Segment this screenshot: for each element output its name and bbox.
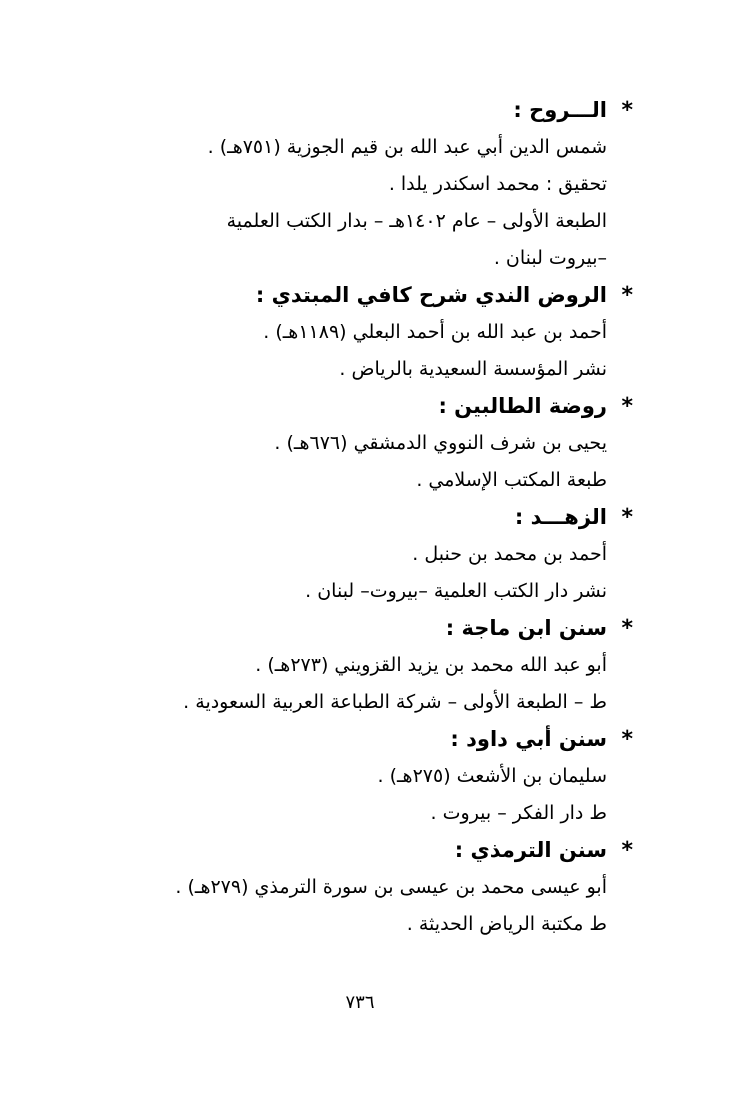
page-number: ٧٣٦ <box>345 992 375 1013</box>
entry-heading <box>113 277 633 314</box>
bibliography-entry-sunan-ibn-majah <box>113 610 633 721</box>
entry-line: –بيروت لبنان . <box>493 247 607 269</box>
entry-line: تحقيق : محمد اسكندر يلدا . <box>388 173 607 195</box>
bullet-star-icon: * <box>621 283 633 308</box>
entry-heading <box>113 721 633 758</box>
entry-title: الزهـــد : <box>514 505 607 529</box>
entry-title: روضة الطالبين : <box>438 394 607 418</box>
bibliography-entry-al-rawd-al-nadi <box>113 277 633 388</box>
entry-heading <box>113 832 633 869</box>
entry-line: شمس الدين أبي عبد الله بن قيم الجوزية (٧٥١هـ) . <box>207 136 607 158</box>
bullet-star-icon: * <box>621 394 633 419</box>
entry-line: الطبعة الأولى – عام ١٤٠٢هـ – بدار الكتب العلمية <box>226 210 607 232</box>
bullet-star-icon: * <box>621 616 633 641</box>
entry-line: سليمان بن الأشعث (٢٧٥هـ) . <box>377 765 607 787</box>
entry-heading <box>113 92 633 129</box>
entry-title: الـــروح : <box>513 98 607 122</box>
entry-line: نشر المؤسسة السعيدية بالرياض . <box>339 358 607 380</box>
bullet-star-icon: * <box>621 727 633 752</box>
entry-heading <box>113 388 633 425</box>
entry-line: يحيى بن شرف النووي الدمشقي (٦٧٦هـ) . <box>274 432 607 454</box>
entry-line: ط مكتبة الرياض الحديثة . <box>406 913 607 935</box>
bibliography-list <box>113 92 633 943</box>
bullet-star-icon: * <box>621 98 633 123</box>
entry-line: ط – الطبعة الأولى – شركة الطباعة العربية السعودية . <box>183 691 607 713</box>
entry-title: سنن أبي داود : <box>450 727 607 751</box>
bullet-star-icon: * <box>621 505 633 530</box>
entry-line: طبعة المكتب الإسلامي . <box>416 469 607 491</box>
entry-heading <box>113 610 633 647</box>
entry-line: أبو عبد الله محمد بن يزيد القزويني (٢٧٣هـ) . <box>255 654 607 676</box>
entry-line: أبو عيسى محمد بن عيسى بن سورة الترمذي (٢٧٩هـ) . <box>175 876 607 898</box>
entry-title: سنن ابن ماجة : <box>445 616 607 640</box>
bibliography-entry-sunan-abi-dawud <box>113 721 633 832</box>
bibliography-entry-al-zuhd <box>113 499 633 610</box>
entry-title: الروض الندي شرح كافي المبتدي : <box>255 283 607 307</box>
bibliography-entry-rawdat-al-talibin <box>113 388 633 499</box>
bibliography-entry-sunan-al-tirmidhi <box>113 832 633 943</box>
bibliography-entry-al-ruh <box>113 92 633 277</box>
entry-heading <box>113 499 633 536</box>
entry-line: أحمد بن محمد بن حنبل . <box>412 543 607 565</box>
entry-title: سنن الترمذي : <box>454 838 607 862</box>
bullet-star-icon: * <box>621 838 633 863</box>
entry-line: نشر دار الكتب العلمية –بيروت– لبنان . <box>305 580 607 602</box>
entry-line: ط دار الفكر – بيروت . <box>430 802 607 824</box>
entry-line: أحمد بن عبد الله بن أحمد البعلي (١١٨٩هـ) . <box>263 321 607 343</box>
